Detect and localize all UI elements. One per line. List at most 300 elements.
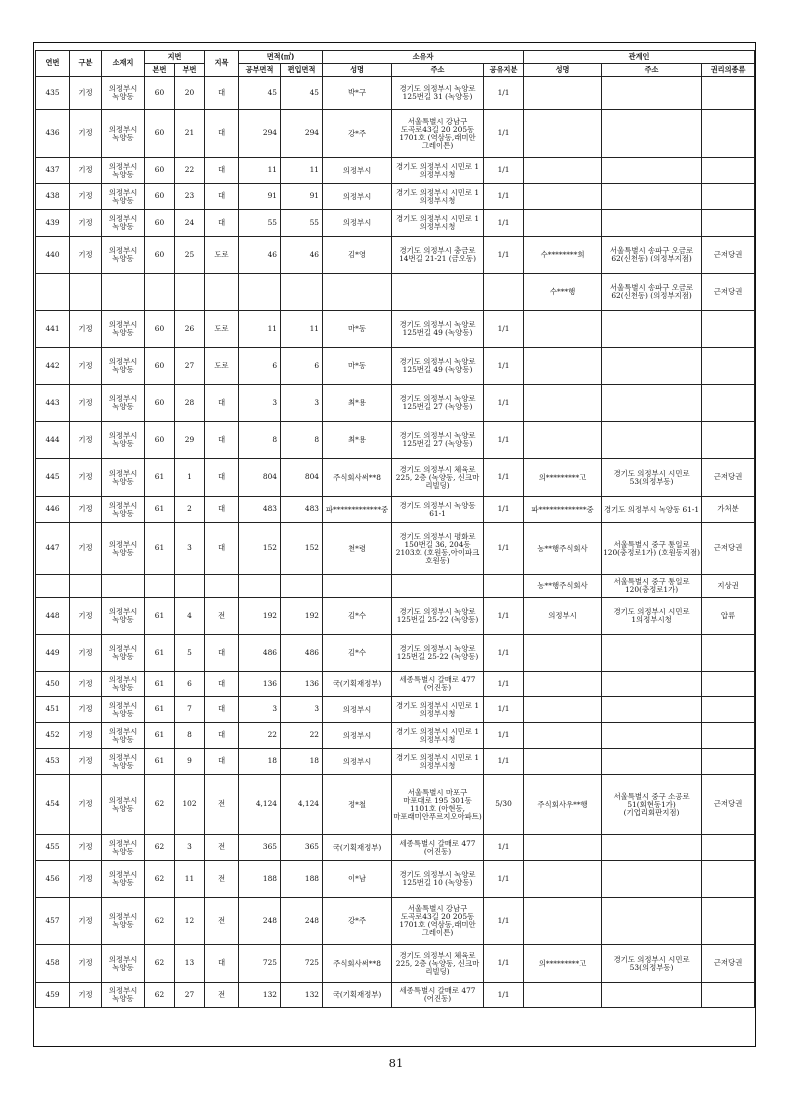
cell-share: 1/1 (484, 237, 524, 274)
cell-lot-main: 60 (145, 158, 175, 184)
cell-lot-main: 60 (145, 422, 175, 459)
cell-party-address (602, 210, 702, 237)
cell-right-type: 지상권 (702, 575, 755, 598)
cell-land-type: 도로 (205, 237, 239, 274)
cell-area-included (281, 575, 323, 598)
cell-owner-name: 강*주 (323, 898, 392, 945)
cell-owner-name: 의정부시 (323, 184, 392, 210)
cell-land-type: 전 (205, 835, 239, 861)
cell-owner-name: 김*수 (323, 635, 392, 672)
cell-right-type (702, 697, 755, 723)
cell-category: 기정 (70, 237, 102, 274)
cell-category: 기정 (70, 422, 102, 459)
cell-location: 의정부시 녹양동 (102, 348, 145, 385)
table-row (36, 635, 755, 672)
header-location: 소재지 (102, 51, 145, 77)
header-right-type: 권리의종류 (702, 64, 755, 77)
cell-lot-sub: 27 (175, 983, 205, 1008)
cell-right-type: 근저당권 (702, 523, 755, 575)
cell-location: 의정부시 녹양동 (102, 898, 145, 945)
cell-party-address (602, 422, 702, 459)
cell-lot-sub: 8 (175, 723, 205, 749)
cell-lot-main: 61 (145, 523, 175, 575)
cell-party-name (524, 184, 602, 210)
cell-owner-name: 이*남 (323, 861, 392, 898)
cell-lot-sub: 1 (175, 459, 205, 497)
cell-seq (36, 575, 70, 598)
cell-party-name (524, 422, 602, 459)
cell-owner-name: 국(기획재정부) (323, 983, 392, 1008)
cell-area-official: 46 (239, 237, 281, 274)
cell-owner-address: 세종특별시 갈매로 477 (어진동) (392, 672, 484, 697)
cell-party-address: 서울특별시 중구 소공로 51(회현동1가) (기업리회판지점) (602, 775, 702, 835)
cell-owner-address: 경기도 의정부시 충금로 14번길 21-21 (금오동) (392, 237, 484, 274)
cell-lot-sub: 12 (175, 898, 205, 945)
cell-location: 의정부시 녹양동 (102, 385, 145, 422)
cell-land-type: 대 (205, 635, 239, 672)
cell-lot-sub: 27 (175, 348, 205, 385)
cell-land-type: 대 (205, 158, 239, 184)
cell-share: 1/1 (484, 210, 524, 237)
cell-lot-sub: 5 (175, 635, 205, 672)
cell-owner-name (323, 274, 392, 311)
cell-lot-sub: 9 (175, 749, 205, 775)
cell-party-name (524, 110, 602, 158)
cell-lot-main: 61 (145, 672, 175, 697)
cell-seq: 435 (36, 77, 70, 110)
cell-lot-main: 61 (145, 459, 175, 497)
cell-land-type: 대 (205, 77, 239, 110)
cell-share: 1/1 (484, 861, 524, 898)
cell-party-address: 경기도 의정부시 시민로 1의정부시청 (602, 598, 702, 635)
cell-area-included: 46 (281, 237, 323, 274)
cell-location: 의정부시 녹양동 (102, 184, 145, 210)
cell-right-type (702, 898, 755, 945)
cell-right-type (702, 422, 755, 459)
cell-party-address: 서울특별시 중구 통일로 120(충정로1가) (602, 575, 702, 598)
cell-seq: 452 (36, 723, 70, 749)
cell-location: 의정부시 녹양동 (102, 311, 145, 348)
table-row (36, 348, 755, 385)
cell-land-type: 전 (205, 898, 239, 945)
cell-share: 1/1 (484, 635, 524, 672)
header-land-type: 지목 (205, 51, 239, 77)
cell-owner-address: 경기도 의정부시 녹양동 61-1 (392, 497, 484, 523)
cell-owner-name: 의정부시 (323, 158, 392, 184)
cell-location: 의정부시 녹양동 (102, 158, 145, 184)
cell-owner-name: 의정부시 (323, 723, 392, 749)
cell-category (70, 274, 102, 311)
cell-location: 의정부시 녹양동 (102, 523, 145, 575)
cell-owner-address: 경기도 의정부시 녹양로 125번길 10 (녹양동) (392, 861, 484, 898)
cell-lot-main: 62 (145, 898, 175, 945)
cell-owner-name: 김*영 (323, 237, 392, 274)
table-row (36, 158, 755, 184)
cell-party-name (524, 861, 602, 898)
cell-seq: 438 (36, 184, 70, 210)
cell-seq: 437 (36, 158, 70, 184)
cell-area-official: 132 (239, 983, 281, 1008)
cell-area-included: 188 (281, 861, 323, 898)
cell-lot-sub: 23 (175, 184, 205, 210)
cell-land-type: 대 (205, 523, 239, 575)
cell-lot-sub: 22 (175, 158, 205, 184)
table-row (36, 184, 755, 210)
cell-right-type (702, 861, 755, 898)
cell-location: 의정부시 녹양동 (102, 697, 145, 723)
cell-location (102, 575, 145, 598)
cell-seq: 439 (36, 210, 70, 237)
cell-category: 기정 (70, 835, 102, 861)
cell-seq: 449 (36, 635, 70, 672)
header-area-group: 면적(㎡) (239, 51, 323, 64)
header-owner-name: 성명 (323, 64, 392, 77)
cell-area-official: 294 (239, 110, 281, 158)
table-row (36, 237, 755, 274)
cell-category: 기정 (70, 672, 102, 697)
cell-lot-main: 61 (145, 598, 175, 635)
cell-area-official (239, 575, 281, 598)
cell-lot-main: 62 (145, 775, 175, 835)
cell-right-type (702, 77, 755, 110)
cell-location: 의정부시 녹양동 (102, 422, 145, 459)
cell-seq: 447 (36, 523, 70, 575)
cell-party-address: 경기도 의정부시 시민로 53(의정부동) (602, 459, 702, 497)
table-row (36, 749, 755, 775)
cell-lot-sub: 29 (175, 422, 205, 459)
cell-lot-sub: 6 (175, 672, 205, 697)
cell-lot-sub (175, 575, 205, 598)
cell-party-name (524, 898, 602, 945)
cell-party-address: 서울특별시 송파구 오금로 62(신천동) (의정부지점) (602, 237, 702, 274)
cell-share: 1/1 (484, 598, 524, 635)
cell-share: 1/1 (484, 497, 524, 523)
table-row (36, 697, 755, 723)
cell-location: 의정부시 녹양동 (102, 110, 145, 158)
cell-seq: 453 (36, 749, 70, 775)
table-row (36, 77, 755, 110)
cell-lot-main: 62 (145, 983, 175, 1008)
cell-right-type (702, 158, 755, 184)
cell-party-name (524, 835, 602, 861)
cell-owner-address: 서울특별시 마포구 마포대로 195 301동 1101호 (아현동, 마포래미안푸르지오아파트) (392, 775, 484, 835)
table-row (36, 459, 755, 497)
cell-party-address (602, 385, 702, 422)
cell-owner-name: 의정부시 (323, 697, 392, 723)
cell-seq: 445 (36, 459, 70, 497)
cell-right-type (702, 835, 755, 861)
cell-right-type (702, 723, 755, 749)
cell-right-type (702, 348, 755, 385)
cell-owner-address (392, 575, 484, 598)
table-row (36, 385, 755, 422)
cell-land-type: 도로 (205, 311, 239, 348)
cell-seq: 444 (36, 422, 70, 459)
cell-seq: 448 (36, 598, 70, 635)
cell-right-type (702, 184, 755, 210)
cell-category: 기정 (70, 945, 102, 983)
cell-area-official: 91 (239, 184, 281, 210)
cell-category: 기정 (70, 598, 102, 635)
cell-owner-address: 경기도 의정부시 시민로 1 의정부시청 (392, 184, 484, 210)
cell-location: 의정부시 녹양동 (102, 598, 145, 635)
cell-land-type: 대 (205, 749, 239, 775)
cell-share: 1/1 (484, 158, 524, 184)
cell-seq (36, 274, 70, 311)
table-body (36, 77, 755, 1008)
cell-right-type (702, 210, 755, 237)
cell-lot-main: 61 (145, 497, 175, 523)
header-area-included: 편입면적 (281, 64, 323, 77)
cell-category: 기정 (70, 110, 102, 158)
header-party-name: 성명 (524, 64, 602, 77)
cell-owner-address: 서울특별시 강남구 도곡로43길 20 205동 1701호 (역삼동,래미안 그레이튼) (392, 110, 484, 158)
cell-share: 1/1 (484, 835, 524, 861)
cell-owner-address: 경기도 의정부시 체육로 225, 2층 (녹양동, 신크마 리빌딩) (392, 459, 484, 497)
cell-location: 의정부시 녹양동 (102, 77, 145, 110)
cell-party-name: 의*********고 (524, 459, 602, 497)
cell-right-type: 근저당권 (702, 459, 755, 497)
cell-share: 1/1 (484, 945, 524, 983)
cell-area-included: 725 (281, 945, 323, 983)
cell-land-type: 도로 (205, 348, 239, 385)
table-row (36, 898, 755, 945)
cell-party-name: 농**행주식회사 (524, 523, 602, 575)
cell-party-address (602, 158, 702, 184)
cell-area-included: 18 (281, 749, 323, 775)
cell-area-included: 45 (281, 77, 323, 110)
cell-seq: 455 (36, 835, 70, 861)
cell-owner-address: 세종특별시 갈매로 477 (어진동) (392, 983, 484, 1008)
cell-party-name (524, 348, 602, 385)
cell-party-name: 파*************중 (524, 497, 602, 523)
cell-category: 기정 (70, 523, 102, 575)
cell-area-included: 91 (281, 184, 323, 210)
cell-category: 기정 (70, 775, 102, 835)
cell-party-address (602, 110, 702, 158)
cell-area-official: 486 (239, 635, 281, 672)
cell-category: 기정 (70, 697, 102, 723)
cell-party-address (602, 861, 702, 898)
cell-owner-address: 경기도 의정부시 녹양로 125번길 49 (녹양동) (392, 311, 484, 348)
cell-owner-address: 경기도 의정부시 시민로 1 의정부시청 (392, 749, 484, 775)
cell-party-address (602, 635, 702, 672)
cell-seq: 451 (36, 697, 70, 723)
cell-area-included: 3 (281, 385, 323, 422)
cell-share: 1/1 (484, 898, 524, 945)
header-lot-sub: 부번 (175, 64, 205, 77)
cell-area-official: 483 (239, 497, 281, 523)
cell-land-type: 대 (205, 497, 239, 523)
cell-land-type: 대 (205, 672, 239, 697)
table-row (36, 497, 755, 523)
cell-area-official: 55 (239, 210, 281, 237)
cell-share (484, 274, 524, 311)
cell-lot-main (145, 274, 175, 311)
cell-location: 의정부시 녹양동 (102, 723, 145, 749)
cell-owner-address: 경기도 의정부시 시민로 1 의정부시청 (392, 723, 484, 749)
cell-share: 1/1 (484, 184, 524, 210)
cell-party-address (602, 983, 702, 1008)
cell-area-official: 152 (239, 523, 281, 575)
table-row (36, 422, 755, 459)
table-row (36, 210, 755, 237)
cell-category (70, 575, 102, 598)
table-row (36, 672, 755, 697)
cell-party-name (524, 210, 602, 237)
cell-lot-main: 61 (145, 749, 175, 775)
cell-area-official: 804 (239, 459, 281, 497)
cell-area-included: 3 (281, 697, 323, 723)
cell-area-included: 192 (281, 598, 323, 635)
table-row (36, 311, 755, 348)
cell-area-official: 6 (239, 348, 281, 385)
cell-location: 의정부시 녹양동 (102, 672, 145, 697)
cell-category: 기정 (70, 983, 102, 1008)
cell-area-included: 4,124 (281, 775, 323, 835)
table-row (36, 523, 755, 575)
cell-lot-sub: 26 (175, 311, 205, 348)
cell-party-address (602, 348, 702, 385)
cell-area-official: 4,124 (239, 775, 281, 835)
cell-area-included: 6 (281, 348, 323, 385)
cell-area-included (281, 274, 323, 311)
cell-area-official: 18 (239, 749, 281, 775)
cell-area-included: 365 (281, 835, 323, 861)
cell-owner-name: 김*수 (323, 598, 392, 635)
cell-owner-name: 정*철 (323, 775, 392, 835)
cell-lot-sub: 11 (175, 861, 205, 898)
cell-right-type: 근저당권 (702, 237, 755, 274)
table-row (36, 835, 755, 861)
cell-land-type: 전 (205, 983, 239, 1008)
cell-lot-main (145, 575, 175, 598)
table-row (36, 861, 755, 898)
cell-area-included: 248 (281, 898, 323, 945)
cell-category: 기정 (70, 210, 102, 237)
cell-category: 기정 (70, 898, 102, 945)
cell-owner-address: 서울특별시 강남구 도곡로43길 20 205동 1701호 (역삼동,래미안 그레이튼) (392, 898, 484, 945)
cell-share: 1/1 (484, 385, 524, 422)
cell-owner-name: 의정부시 (323, 749, 392, 775)
cell-owner-address: 경기도 의정부시 시민로 1 의정부시청 (392, 158, 484, 184)
cell-right-type (702, 672, 755, 697)
cell-party-address (602, 184, 702, 210)
cell-location: 의정부시 녹양동 (102, 635, 145, 672)
cell-party-name: 의*********고 (524, 945, 602, 983)
table-row (36, 274, 755, 311)
cell-right-type (702, 385, 755, 422)
cell-right-type (702, 110, 755, 158)
cell-seq: 454 (36, 775, 70, 835)
cell-lot-main: 60 (145, 348, 175, 385)
cell-category: 기정 (70, 723, 102, 749)
cell-lot-main: 61 (145, 723, 175, 749)
cell-share: 1/1 (484, 523, 524, 575)
cell-party-name (524, 385, 602, 422)
cell-share: 1/1 (484, 723, 524, 749)
cell-area-included: 804 (281, 459, 323, 497)
cell-area-included: 152 (281, 523, 323, 575)
cell-share: 1/1 (484, 311, 524, 348)
cell-seq: 456 (36, 861, 70, 898)
cell-seq: 443 (36, 385, 70, 422)
cell-party-name (524, 672, 602, 697)
cell-land-type (205, 575, 239, 598)
cell-location: 의정부시 녹양동 (102, 497, 145, 523)
cell-area-included: 486 (281, 635, 323, 672)
cell-land-type: 대 (205, 945, 239, 983)
cell-category: 기정 (70, 749, 102, 775)
cell-lot-main: 60 (145, 77, 175, 110)
cell-area-official: 365 (239, 835, 281, 861)
header-seq: 연번 (36, 51, 70, 77)
cell-location: 의정부시 녹양동 (102, 861, 145, 898)
cell-lot-sub: 20 (175, 77, 205, 110)
cell-party-address (602, 77, 702, 110)
cell-owner-name: 마*동 (323, 348, 392, 385)
cell-share: 1/1 (484, 77, 524, 110)
cell-owner-address: 경기도 의정부시 시민로 1 의정부시청 (392, 697, 484, 723)
cell-location: 의정부시 녹양동 (102, 945, 145, 983)
cell-party-name (524, 697, 602, 723)
header-lot-group: 지번 (145, 51, 205, 64)
page-number: 81 (388, 1056, 404, 1070)
cell-category: 기정 (70, 861, 102, 898)
cell-area-included: 136 (281, 672, 323, 697)
cell-land-type: 대 (205, 422, 239, 459)
cell-lot-sub: 28 (175, 385, 205, 422)
cell-category: 기정 (70, 184, 102, 210)
header-party-group: 관계인 (524, 51, 755, 64)
cell-party-name: 농**행주식회사 (524, 575, 602, 598)
cell-party-name (524, 723, 602, 749)
cell-owner-name: 주식회사써**8 (323, 459, 392, 497)
cell-category: 기정 (70, 348, 102, 385)
header-share: 공유지분 (484, 64, 524, 77)
cell-owner-name: 강*주 (323, 110, 392, 158)
cell-party-name (524, 749, 602, 775)
cell-right-type (702, 983, 755, 1008)
cell-right-type: 근저당권 (702, 775, 755, 835)
cell-party-name (524, 77, 602, 110)
cell-lot-sub: 4 (175, 598, 205, 635)
cell-area-official: 136 (239, 672, 281, 697)
cell-party-name: 의정부시 (524, 598, 602, 635)
cell-area-included: 22 (281, 723, 323, 749)
cell-right-type (702, 311, 755, 348)
cell-land-type: 대 (205, 210, 239, 237)
table-row (36, 983, 755, 1008)
cell-lot-sub: 2 (175, 497, 205, 523)
cell-party-name (524, 311, 602, 348)
cell-lot-main: 62 (145, 861, 175, 898)
cell-seq: 436 (36, 110, 70, 158)
cell-party-address: 서울특별시 송파구 오금로 62(신천동) (의정부지점) (602, 274, 702, 311)
table-row (36, 775, 755, 835)
cell-lot-sub: 3 (175, 523, 205, 575)
cell-land-type: 대 (205, 697, 239, 723)
cell-area-included: 8 (281, 422, 323, 459)
cell-party-address (602, 697, 702, 723)
cell-owner-address: 경기도 의정부시 녹양로 125번길 27 (녹양동) (392, 385, 484, 422)
cell-area-official: 45 (239, 77, 281, 110)
cell-seq: 442 (36, 348, 70, 385)
cell-lot-sub (175, 274, 205, 311)
cell-party-address (602, 835, 702, 861)
cell-lot-sub: 102 (175, 775, 205, 835)
cell-location: 의정부시 녹양동 (102, 237, 145, 274)
